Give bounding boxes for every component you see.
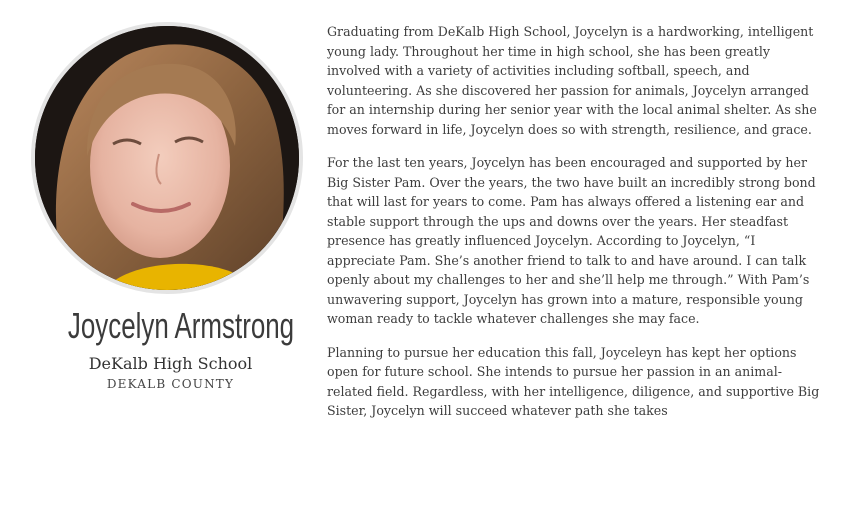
profile-photo [31,22,303,294]
county-name: DEKALB COUNTY [106,377,235,391]
bio-paragraph-2: For the last ten years, Joycelyn has been encouraged and supported by her Big Sister Pam. Over the years, the two have built an incredibly strong bond that will last for years to come. Pam has always offered a listening ear and stable support through the ups and downs over the years. Her steadfast presence has greatly influenced Joycelyn. According to Joycelyn, “I appreciate Pam. She’s another friend to talk to and have around. I can talk openly about my challenges to her and she’ll help me through.” With Pam’s unwavering support, Joycelyn has grown into a mature, responsible young woman ready to tackle whatever challenges she may face. [327,155,816,326]
bio-paragraph-1: Graduating from DeKalb High School, Joycelyn is a hardworking, intelligent young lady. Throughout her time in high school, she has been greatly involved with a variety of activities including softball, speech, and volunteering. As she discovered her passion for animals, Joycelyn arranged for an internship during her senior year with the local animal shelter. As she moves forward in life, Joycelyn does so with strength, resilience, and grace. [327,24,817,137]
bio-paragraph-3: Planning to pursue her education this fall, Joyceleyn has kept her options open for future school. She intends to pursue her passion in an animal-related field. Regardless, with her intelligence, diligence, and supportive Big Sister, Joycelyn will succeed whatever path she takes [327,344,820,418]
person-name: Joycelyn Armstrong [67,305,295,346]
bio-text [327,22,827,435]
school-name: DeKalb High School [88,354,253,373]
portrait-illustration [35,26,299,290]
